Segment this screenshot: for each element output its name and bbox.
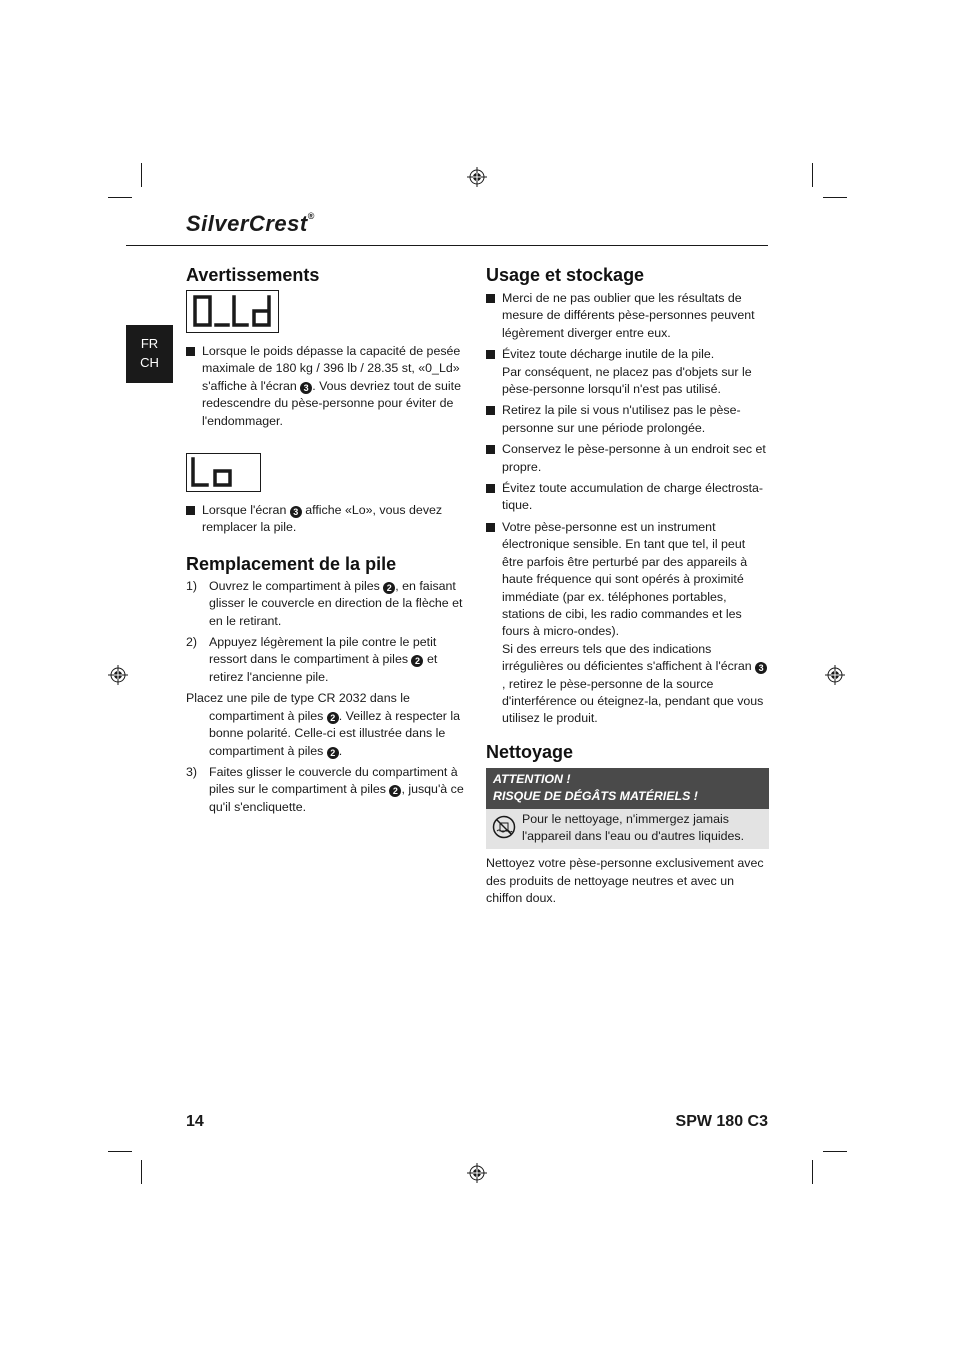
- crop-mark: [812, 1160, 813, 1184]
- registration-mark-icon: [108, 665, 128, 685]
- warning-item-overload: Lorsque le poids dépasse la capacité de pesée maximale de 180 kg / 396 lb / 28.35 st, «0_Ld» s'affiche à l'écran 3 . Vous devriez tout de suite redescendre du pèse-personne pour éviter de l'endommager.: [186, 343, 470, 430]
- attention-box: [486, 768, 769, 850]
- crop-mark: [823, 197, 847, 198]
- header-divider: [126, 245, 768, 246]
- registration-mark-icon: [825, 665, 845, 685]
- usage-item: Merci de ne pas oublier que les résultats de mesure de différents pèse-personnes peuvent légèrement diverger entre eux.: [486, 290, 769, 342]
- warnings-heading: Avertissements: [186, 265, 320, 285]
- reference-number-2: 2: [383, 582, 395, 594]
- warning-item-low-battery: Lorsque l'écran 3 affiche «Lo», vous devez remplacer la pile.: [186, 502, 470, 537]
- reference-number-2: 2: [411, 655, 423, 667]
- usage-item: Retirez la pile si vous n'utilisez pas le pèse-personne sur une période prolongée.: [486, 402, 769, 437]
- usage-item: Évitez toute accumulation de charge électrosta-tique.: [486, 480, 769, 515]
- crop-mark: [823, 1151, 847, 1152]
- no-immersion-icon: [492, 815, 516, 839]
- usage-heading: Usage et stockage: [486, 265, 645, 285]
- crop-mark: [108, 197, 132, 198]
- model-number: SPW 180 C3: [675, 1113, 768, 1130]
- left-column: [186, 263, 470, 816]
- lcd-display-low-battery: [186, 453, 261, 492]
- page-number: 14: [186, 1113, 204, 1130]
- attention-text: Pour le nettoyage, n'immergez jamais l'appareil dans l'eau ou d'autres liquides.: [522, 811, 745, 843]
- usage-item: Évitez toute décharge inutile de la pile. Par conséquent, ne placez pas d'objets sur le pèse-personne lorsqu'il n'est pas utilisé.: [486, 346, 769, 398]
- reference-number-3: 3: [755, 662, 767, 674]
- language-code-fr: FR: [140, 336, 159, 351]
- cleaning-paragraph: Nettoyez votre pèse-personne exclusivement avec des produits de nettoyage neutres et avec un chiffon doux.: [486, 856, 764, 906]
- reference-number-3: 3: [290, 506, 302, 518]
- right-column: [486, 263, 769, 908]
- attention-body: [486, 809, 769, 850]
- language-tab: [126, 325, 173, 383]
- crop-mark: [141, 1160, 142, 1184]
- crop-mark: [812, 163, 813, 187]
- lcd-display-overload: [186, 290, 279, 333]
- registration-mark-icon: [467, 1163, 487, 1183]
- cleaning-heading: Nettoyage: [486, 741, 574, 762]
- reference-number-2: 2: [327, 747, 339, 759]
- reference-number-2: 2: [389, 785, 401, 797]
- usage-item: Votre pèse-personne est un instrument électronique sensible. En tant que tel, il peut être parfois être perturbé par des appareils à haute fréquence qui sont opérés à proximité immédiate (par ex. téléphones portables, stations de cibi, les radio commandes et les fours à micro-ondes). Si des erreurs tels que des indications irrégulières ou déficientes s'affichent à l'écran 3, retirez le pèse-personne de la source d'interférence ou éteignez-la, pendant que vous utilisez le produit.: [486, 519, 769, 728]
- registration-mark-icon: [467, 167, 487, 187]
- attention-header: ATTENTION ! RISQUE DE DÉGÂTS MATÉRIELS !: [486, 768, 769, 809]
- battery-step-3: 3) Faites glisser le couvercle du compartiment à piles sur le compartiment à piles 2 , jusqu'à ce qu'il s'encliquette.: [186, 764, 464, 814]
- usage-item: Conservez le pèse-personne à un endroit sec et propre.: [486, 441, 769, 476]
- brand-logo: [186, 211, 315, 237]
- battery-heading: Remplacement de la pile: [186, 553, 397, 574]
- language-code-ch: CH: [140, 355, 159, 370]
- battery-step-1: 1) Ouvrez le compartiment à piles 2 , en faisant glisser le couvercle en direction de la flèche et en le retirant.: [186, 578, 463, 628]
- crop-mark: [141, 163, 142, 187]
- reference-number-2: 2: [327, 712, 339, 724]
- battery-insert-paragraph: Placez une pile de type CR 2032 dans le compartiment à piles 2 . Veillez à respecter la bonne polarité. Celle-ci est illustrée dans le compartiment à piles 2 .: [186, 691, 460, 758]
- brand-logo-text: SilverCrest: [186, 211, 308, 236]
- battery-step-2: 2) Appuyez légèrement la pile contre le petit ressort dans le compartiment à piles 2 et retirez l'ancienne pile.: [186, 635, 438, 684]
- trademark-symbol: ®: [307, 211, 315, 221]
- crop-mark: [108, 1151, 132, 1152]
- reference-number-3: 3: [300, 382, 312, 394]
